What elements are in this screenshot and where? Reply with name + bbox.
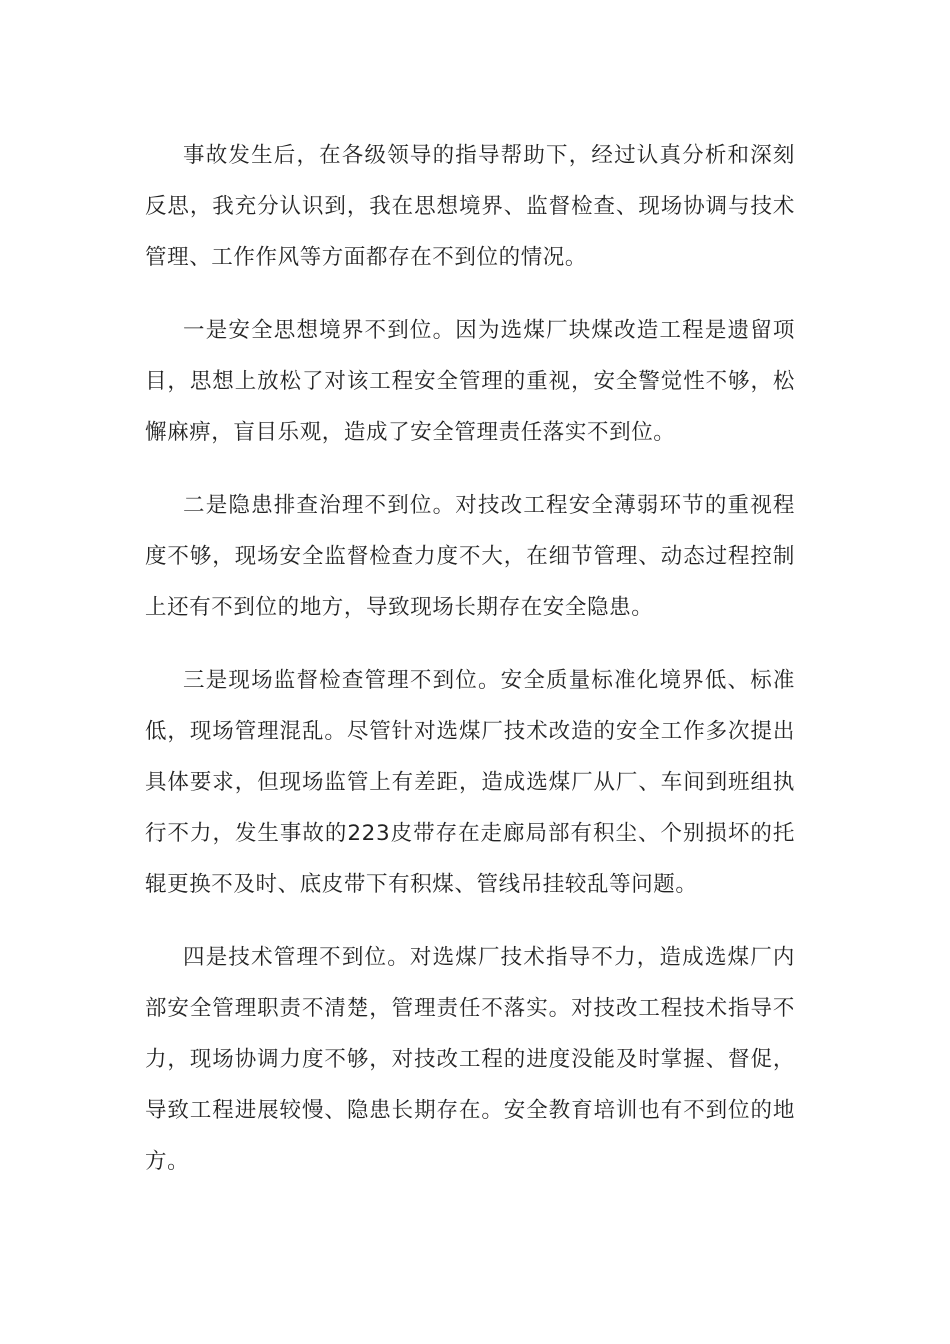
paragraph-point-four: 四是技术管理不到位。对选煤厂技术指导不力，造成选煤厂内部安全管理职责不清楚，管理责任不落实。对技改工程技术指导不力，现场协调力度不够，对技改工程的进度没能及时掌握、督促，导致工程进展较慢、隐患长期存在。安全教育培训也有不到位的地方。 bbox=[145, 945, 795, 1174]
paragraph-point-two: 二是隐患排查治理不到位。对技改工程安全薄弱环节的重视程度不够，现场安全监督检查力度不大，在细节管理、动态过程控制上还有不到位的地方，导致现场长期存在安全隐患。 bbox=[145, 493, 795, 620]
paragraph-point-three: 三是现场监督检查管理不到位。安全质量标准化境界低、标准低，现场管理混乱。尽管针对选煤厂技术改造的安全工作多次提出具体要求，但现场监管上有差距，造成选煤厂从厂、车间到班组执行不力，发生事故的223皮带存在走廊局部有积尘、个别损坏的托辊更换不及时、底皮带下有积煤、管线吊挂较乱等问题。 bbox=[145, 668, 795, 897]
paragraph-intro: 事故发生后，在各级领导的指导帮助下，经过认真分析和深刻反思，我充分认识到，我在思想境界、监督检查、现场协调与技术管理、工作作风等方面都存在不到位的情况。 bbox=[145, 143, 795, 270]
paragraph-point-one: 一是安全思想境界不到位。因为选煤厂块煤改造工程是遗留项目，思想上放松了对该工程安全管理的重视，安全警觉性不够，松懈麻痹，盲目乐观，造成了安全管理责任落实不到位。 bbox=[145, 318, 795, 445]
document-body bbox=[145, 130, 795, 1209]
